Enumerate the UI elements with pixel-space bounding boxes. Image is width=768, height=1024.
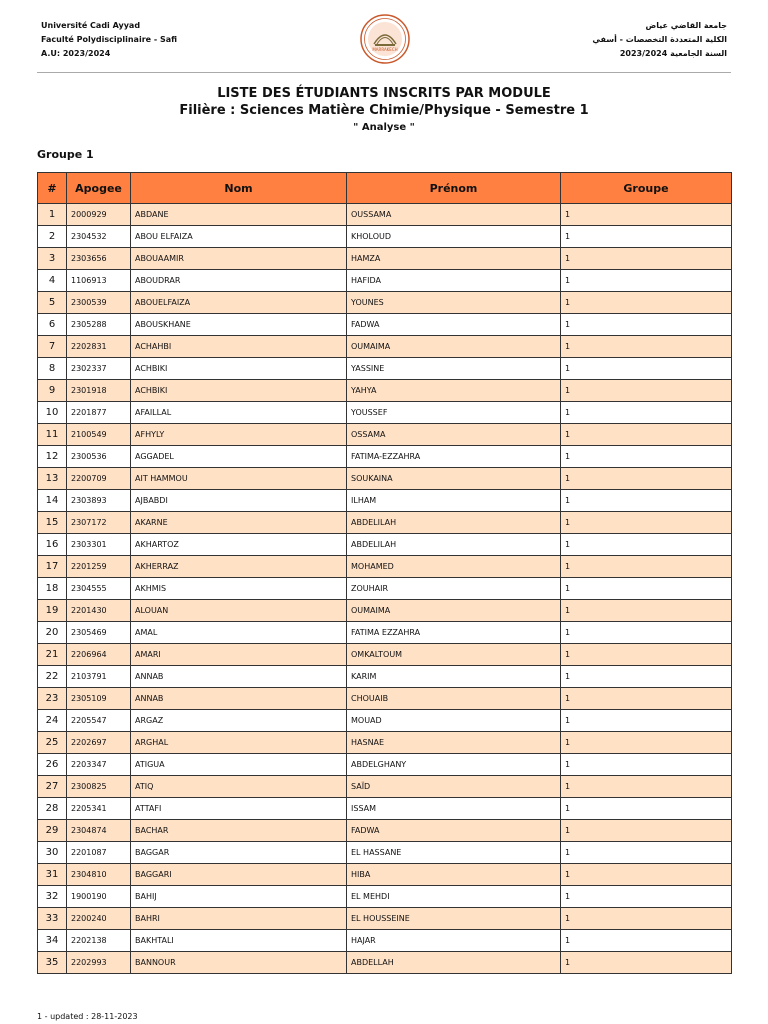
nom-cell: BAHIJ (131, 886, 347, 908)
academic-year-line-ar: السنة الجامعية 2023/2024 (619, 49, 727, 58)
prenom-cell: ABDELGHANY (347, 754, 561, 776)
column-header-number: # (38, 173, 67, 204)
apogee-cell: 2205547 (67, 710, 131, 732)
table-row (38, 336, 732, 358)
column-header-apogee: Apogee (67, 173, 131, 204)
apogee-cell: 2201877 (67, 402, 131, 424)
nom-cell: ABOUAAMIR (131, 248, 347, 270)
prenom-cell: CHOUAIB (347, 688, 561, 710)
apogee-cell: 2303656 (67, 248, 131, 270)
prenom-cell: EL HOUSSEINE (347, 908, 561, 930)
table-row (38, 534, 732, 556)
row-number: 19 (38, 600, 67, 622)
prenom-cell: FADWA (347, 820, 561, 842)
prenom-cell: ILHAM (347, 490, 561, 512)
row-number: 4 (38, 270, 67, 292)
students-table (37, 172, 732, 974)
row-number: 13 (38, 468, 67, 490)
row-number: 16 (38, 534, 67, 556)
nom-cell: ATIQ (131, 776, 347, 798)
nom-cell: ARGHAL (131, 732, 347, 754)
row-number: 17 (38, 556, 67, 578)
row-number: 3 (38, 248, 67, 270)
table-row (38, 754, 732, 776)
table-row (38, 908, 732, 930)
nom-cell: ABOUELFAIZA (131, 292, 347, 314)
apogee-cell: 2201430 (67, 600, 131, 622)
groupe-cell: 1 (561, 490, 732, 512)
nom-cell: AFAILLAL (131, 402, 347, 424)
apogee-cell: 2100549 (67, 424, 131, 446)
groupe-cell: 1 (561, 534, 732, 556)
row-number: 12 (38, 446, 67, 468)
groupe-cell: 1 (561, 204, 732, 226)
row-number: 27 (38, 776, 67, 798)
apogee-cell: 2103791 (67, 666, 131, 688)
row-number: 8 (38, 358, 67, 380)
table-row (38, 204, 732, 226)
nom-cell: AFHYLY (131, 424, 347, 446)
apogee-cell: 2201259 (67, 556, 131, 578)
groupe-cell: 1 (561, 270, 732, 292)
prenom-cell: HASNAE (347, 732, 561, 754)
apogee-cell: 2200240 (67, 908, 131, 930)
groupe-cell: 1 (561, 292, 732, 314)
nom-cell: ACHBIKI (131, 358, 347, 380)
row-number: 30 (38, 842, 67, 864)
groupe-cell: 1 (561, 314, 732, 336)
prenom-cell: YOUSSEF (347, 402, 561, 424)
groupe-cell: 1 (561, 248, 732, 270)
groupe-cell: 1 (561, 336, 732, 358)
apogee-cell: 2201087 (67, 842, 131, 864)
nom-cell: AKHMIS (131, 578, 347, 600)
table-row (38, 446, 732, 468)
nom-cell: AJBABDI (131, 490, 347, 512)
nom-cell: BAGGARI (131, 864, 347, 886)
apogee-cell: 2300539 (67, 292, 131, 314)
groupe-cell: 1 (561, 424, 732, 446)
apogee-cell: 2305109 (67, 688, 131, 710)
prenom-cell: MOHAMED (347, 556, 561, 578)
apogee-cell: 2205341 (67, 798, 131, 820)
prenom-cell: EL HASSANE (347, 842, 561, 864)
table-row (38, 512, 732, 534)
table-row (38, 710, 732, 732)
prenom-cell: ABDELILAH (347, 534, 561, 556)
nom-cell: ABOUSKHANE (131, 314, 347, 336)
faculty-line-ar: الكلية المتعددة التخصصات - أسفي (592, 35, 727, 44)
groupe-cell: 1 (561, 732, 732, 754)
university-line: Université Cadi Ayyad (41, 21, 141, 30)
groupe-cell: 1 (561, 622, 732, 644)
prenom-cell: FATIMA-EZZAHRA (347, 446, 561, 468)
apogee-cell: 2304810 (67, 864, 131, 886)
table-row (38, 644, 732, 666)
nom-cell: AMAL (131, 622, 347, 644)
apogee-cell: 2301918 (67, 380, 131, 402)
table-row (38, 952, 732, 974)
column-header-prenom: Prénom (347, 173, 561, 204)
apogee-cell: 2304874 (67, 820, 131, 842)
groupe-cell: 1 (561, 512, 732, 534)
row-number: 22 (38, 666, 67, 688)
table-row (38, 864, 732, 886)
table-row (38, 578, 732, 600)
nom-cell: AGGADEL (131, 446, 347, 468)
list-title: LISTE DES ÉTUDIANTS INSCRITS PAR MODULE (217, 86, 551, 101)
apogee-cell: 2307172 (67, 512, 131, 534)
table-row (38, 226, 732, 248)
prenom-cell: ABDELILAH (347, 512, 561, 534)
prenom-cell: OSSAMA (347, 424, 561, 446)
row-number: 7 (38, 336, 67, 358)
nom-cell: BAHRI (131, 908, 347, 930)
groupe-cell: 1 (561, 666, 732, 688)
prenom-cell: KARIM (347, 666, 561, 688)
groupe-cell: 1 (561, 710, 732, 732)
table-row (38, 776, 732, 798)
row-number: 21 (38, 644, 67, 666)
row-number: 9 (38, 380, 67, 402)
university-name-ar (592, 19, 727, 61)
nom-cell: ACHBIKI (131, 380, 347, 402)
groupe-cell: 1 (561, 688, 732, 710)
apogee-cell: 1106913 (67, 270, 131, 292)
apogee-cell: 1900190 (67, 886, 131, 908)
apogee-cell: 2300825 (67, 776, 131, 798)
row-number: 26 (38, 754, 67, 776)
apogee-cell: 2202697 (67, 732, 131, 754)
nom-cell: AKARNE (131, 512, 347, 534)
table-row (38, 490, 732, 512)
groupe-cell: 1 (561, 402, 732, 424)
prenom-cell: YAHYA (347, 380, 561, 402)
prenom-cell: SAÏD (347, 776, 561, 798)
groupe-cell: 1 (561, 776, 732, 798)
faculty-line: Faculté Polydisciplinaire - Safi (41, 35, 178, 44)
university-line-ar: جامعة القاضي عياض (645, 21, 727, 30)
table-row (38, 622, 732, 644)
row-number: 28 (38, 798, 67, 820)
row-number: 15 (38, 512, 67, 534)
module-title: " Analyse " (353, 122, 415, 133)
prenom-cell: YOUNES (347, 292, 561, 314)
table-row (38, 732, 732, 754)
row-number: 11 (38, 424, 67, 446)
row-number: 5 (38, 292, 67, 314)
nom-cell: ABOU ELFAIZA (131, 226, 347, 248)
table-row (38, 380, 732, 402)
apogee-cell: 2000929 (67, 204, 131, 226)
groupe-cell: 1 (561, 226, 732, 248)
groupe-cell: 1 (561, 600, 732, 622)
prenom-cell: HAFIDA (347, 270, 561, 292)
apogee-cell: 2203347 (67, 754, 131, 776)
row-number: 34 (38, 930, 67, 952)
nom-cell: BACHAR (131, 820, 347, 842)
nom-cell: AMARI (131, 644, 347, 666)
apogee-cell: 2304555 (67, 578, 131, 600)
nom-cell: ABOUDRAR (131, 270, 347, 292)
groupe-cell: 1 (561, 754, 732, 776)
prenom-cell: HIBA (347, 864, 561, 886)
prenom-cell: ZOUHAIR (347, 578, 561, 600)
row-number: 24 (38, 710, 67, 732)
apogee-cell: 2202138 (67, 930, 131, 952)
prenom-cell: HAJAR (347, 930, 561, 952)
groupe-cell: 1 (561, 556, 732, 578)
row-number: 18 (38, 578, 67, 600)
prenom-cell: KHOLOUD (347, 226, 561, 248)
groupe-cell: 1 (561, 578, 732, 600)
logo-text: MARRAKECH (372, 47, 398, 52)
nom-cell: AKHERRAZ (131, 556, 347, 578)
nom-cell: ARGAZ (131, 710, 347, 732)
table-row (38, 248, 732, 270)
nom-cell: ATIGUA (131, 754, 347, 776)
nom-cell: ALOUAN (131, 600, 347, 622)
table-row (38, 600, 732, 622)
apogee-cell: 2304532 (67, 226, 131, 248)
groupe-cell: 1 (561, 842, 732, 864)
groupe-cell: 1 (561, 468, 732, 490)
prenom-cell: MOUAD (347, 710, 561, 732)
row-number: 6 (38, 314, 67, 336)
academic-year-line: A.U: 2023/2024 (41, 49, 111, 58)
nom-cell: AIT HAMMOU (131, 468, 347, 490)
prenom-cell: OUMAIMA (347, 600, 561, 622)
groupe-cell: 1 (561, 798, 732, 820)
apogee-cell: 2305469 (67, 622, 131, 644)
table-row (38, 468, 732, 490)
prenom-cell: FADWA (347, 314, 561, 336)
groupe-cell: 1 (561, 930, 732, 952)
row-number: 29 (38, 820, 67, 842)
table-row (38, 556, 732, 578)
prenom-cell: YASSINE (347, 358, 561, 380)
prenom-cell: SOUKAINA (347, 468, 561, 490)
groupe-cell: 1 (561, 358, 732, 380)
group-heading: Groupe 1 (37, 148, 94, 161)
row-number: 31 (38, 864, 67, 886)
groupe-cell: 1 (561, 908, 732, 930)
prenom-cell: OUMAIMA (347, 336, 561, 358)
groupe-cell: 1 (561, 952, 732, 974)
prenom-cell: HAMZA (347, 248, 561, 270)
table-row (38, 358, 732, 380)
row-number: 35 (38, 952, 67, 974)
apogee-cell: 2300536 (67, 446, 131, 468)
update-footer: 1 - updated : 28-11-2023 (37, 1012, 138, 1021)
table-row (38, 688, 732, 710)
groupe-cell: 1 (561, 380, 732, 402)
table-header-row (38, 173, 732, 204)
apogee-cell: 2302337 (67, 358, 131, 380)
apogee-cell: 2305288 (67, 314, 131, 336)
row-number: 1 (38, 204, 67, 226)
prenom-cell: OMKALTOUM (347, 644, 561, 666)
university-name-fr (41, 19, 177, 61)
nom-cell: ABDANE (131, 204, 347, 226)
table-row (38, 798, 732, 820)
groupe-cell: 1 (561, 886, 732, 908)
row-number: 32 (38, 886, 67, 908)
table-row (38, 820, 732, 842)
groupe-cell: 1 (561, 644, 732, 666)
table-row (38, 886, 732, 908)
table-row (38, 402, 732, 424)
nom-cell: BANNOUR (131, 952, 347, 974)
row-number: 2 (38, 226, 67, 248)
row-number: 14 (38, 490, 67, 512)
nom-cell: ATTAFI (131, 798, 347, 820)
apogee-cell: 2202831 (67, 336, 131, 358)
university-emblem-icon (360, 14, 410, 64)
apogee-cell: 2303893 (67, 490, 131, 512)
nom-cell: BAGGAR (131, 842, 347, 864)
row-number: 25 (38, 732, 67, 754)
document-titles (0, 86, 768, 136)
nom-cell: ANNAB (131, 688, 347, 710)
apogee-cell: 2202993 (67, 952, 131, 974)
program-title: Filière : Sciences Matière Chimie/Physique - Semestre 1 (179, 103, 589, 118)
prenom-cell: ISSAM (347, 798, 561, 820)
apogee-cell: 2303301 (67, 534, 131, 556)
prenom-cell: FATIMA EZZAHRA (347, 622, 561, 644)
row-number: 23 (38, 688, 67, 710)
nom-cell: ACHAHBI (131, 336, 347, 358)
table-row (38, 292, 732, 314)
nom-cell: AKHARTOZ (131, 534, 347, 556)
table-row (38, 424, 732, 446)
table-row (38, 842, 732, 864)
groupe-cell: 1 (561, 864, 732, 886)
prenom-cell: OUSSAMA (347, 204, 561, 226)
row-number: 20 (38, 622, 67, 644)
table-row (38, 930, 732, 952)
apogee-cell: 2206964 (67, 644, 131, 666)
prenom-cell: ABDELLAH (347, 952, 561, 974)
groupe-cell: 1 (561, 446, 732, 468)
row-number: 33 (38, 908, 67, 930)
table-row (38, 270, 732, 292)
column-header-nom: Nom (131, 173, 347, 204)
header-divider (37, 72, 731, 73)
column-header-groupe: Groupe (561, 173, 732, 204)
nom-cell: ANNAB (131, 666, 347, 688)
nom-cell: BAKHTALI (131, 930, 347, 952)
apogee-cell: 2200709 (67, 468, 131, 490)
prenom-cell: EL MEHDI (347, 886, 561, 908)
row-number: 10 (38, 402, 67, 424)
table-row (38, 666, 732, 688)
groupe-cell: 1 (561, 820, 732, 842)
table-row (38, 314, 732, 336)
